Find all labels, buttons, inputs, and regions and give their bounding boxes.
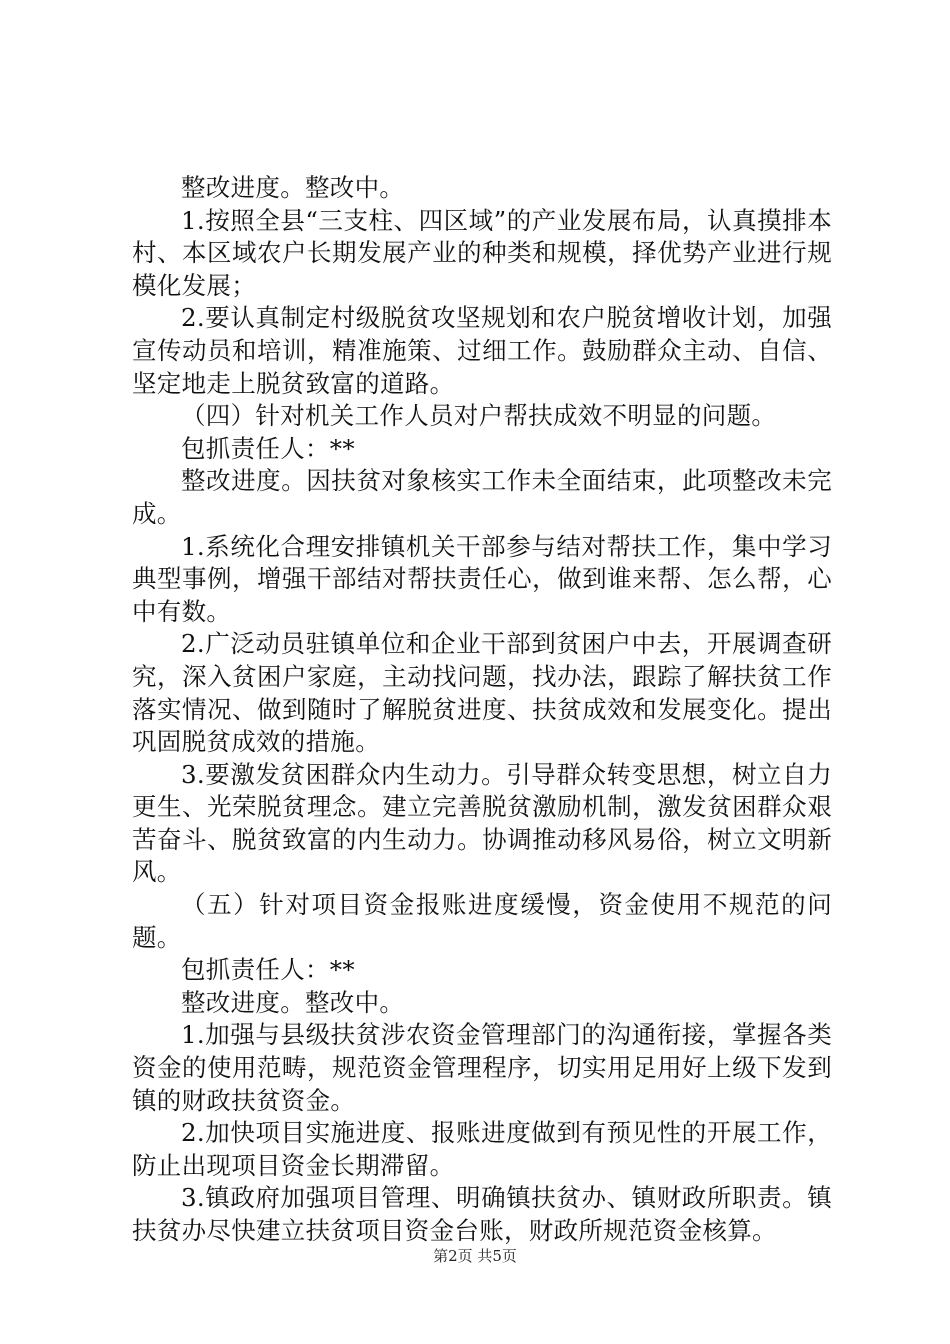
- page-number-label: 第2页 共5页: [433, 1247, 517, 1265]
- paragraph-item-4-3: 3.要激发贫困群众内生动力。引导群众转变思想，树立自力更生、光荣脱贫理念。建立完善脱贫激励机制，激发贫困群众艰苦奋斗、脱贫致富的内生动力。协调推动移风易俗，树立文明新风。: [132, 759, 832, 887]
- paragraph-item-5-1: 1.加强与县级扶贫涉农资金管理部门的沟通衔接，掌握各类资金的使用范畴，规范资金管理程序，切实用足用好上级下发到镇的财政扶贫资金。: [132, 1020, 832, 1115]
- paragraph-responsible-5: 包抓责任人：**: [181, 955, 355, 985]
- paragraph-responsible-4: 包抓责任人：**: [181, 433, 355, 463]
- paragraph-item-4-2: 2.广泛动员驻镇单位和企业干部到贫困户中去，开展调查研究，深入贫困户家庭，主动找问题，找办法，跟踪了解扶贫工作落实情况、做到随时了解脱贫进度、扶贫成效和发展变化。提出巩固脱贫成效的措施。: [132, 629, 832, 757]
- document-body: [132, 172, 832, 1248]
- paragraph-item-1: 1.按照全县“三支柱、四区域”的产业发展布局，认真摸排本村、本区域农户长期发展产业的种类和规模，择优势产业进行规模化发展；: [132, 205, 832, 300]
- paragraph-item-5-3: 3.镇政府加强项目管理、明确镇扶贫办、镇财政所职责。镇扶贫办尽快建立扶贫项目资金台账，财政所规范资金核算。: [132, 1183, 832, 1245]
- paragraph-item-5-2: 2.加快项目实施进度、报账进度做到有预见性的开展工作，防止出现项目资金长期滞留。: [132, 1118, 832, 1180]
- page-footer: [0, 1246, 950, 1266]
- paragraph-progress-1: 整改进度。整改中。: [181, 173, 405, 202]
- section-heading-5: （五）针对项目资金报账进度缓慢，资金使用不规范的问题。: [132, 890, 832, 952]
- section-heading-4: （四）针对机关工作人员对户帮扶成效不明显的问题。: [181, 401, 777, 431]
- paragraph-item-4-1: 1.系统化合理安排镇机关干部参与结对帮扶工作，集中学习典型事例，增强干部结对帮扶责任心，做到谁来帮、怎么帮，心中有数。: [132, 531, 832, 626]
- paragraph-progress-5: 整改进度。整改中。: [181, 987, 405, 1017]
- paragraph-item-2: 2.要认真制定村级脱贫攻坚规划和农户脱贫增收计划，加强宣传动员和培训，精准施策、过细工作。鼓励群众主动、自信、坚定地走上脱贫致富的道路。: [132, 303, 832, 398]
- paragraph-progress-4: 整改进度。因扶贫对象核实工作未全面结束，此项整改未完成。: [132, 466, 832, 528]
